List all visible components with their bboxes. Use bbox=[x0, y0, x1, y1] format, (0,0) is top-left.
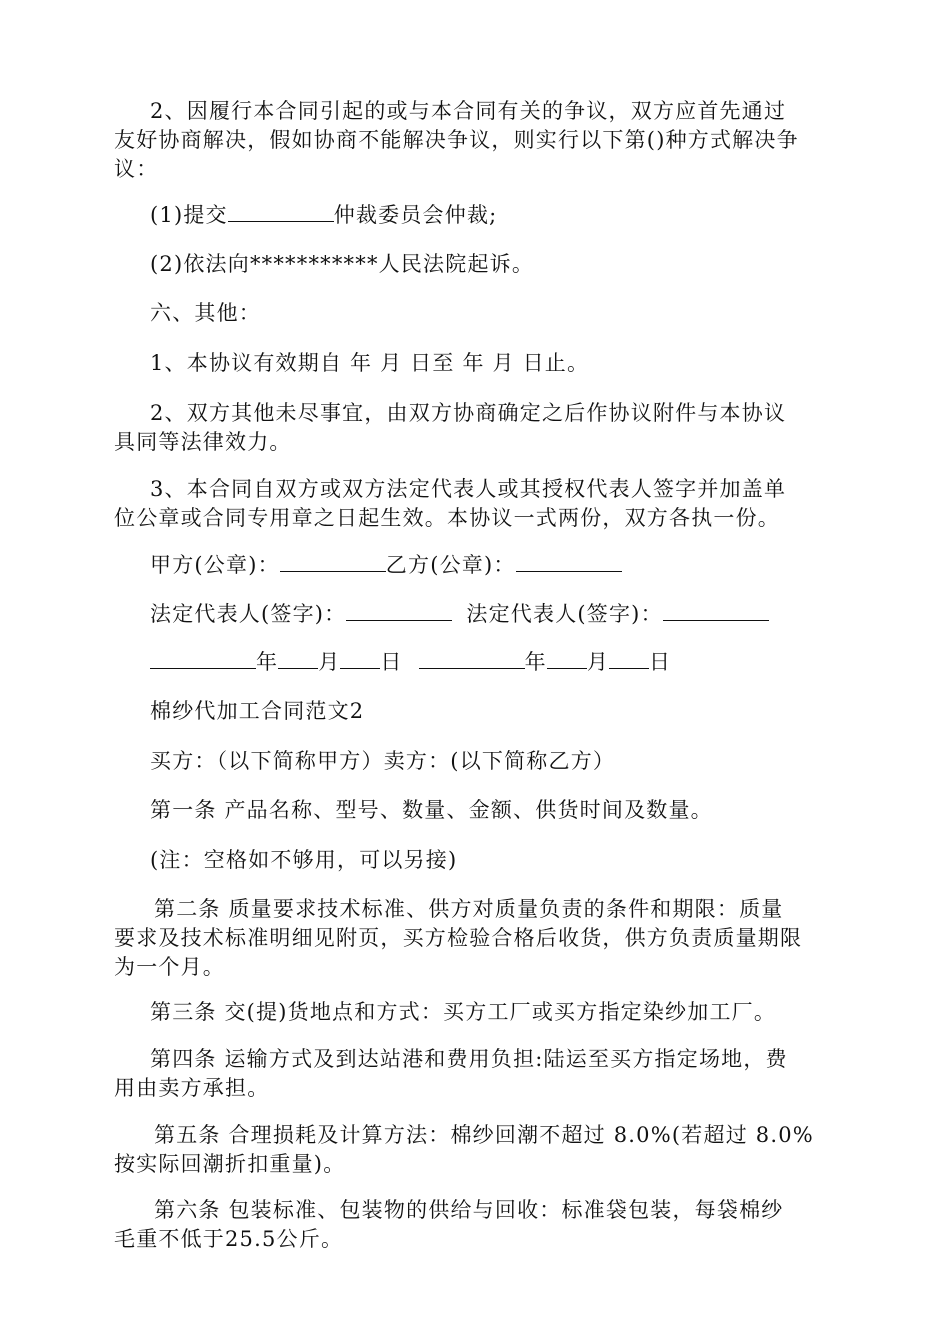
article-6-line-1: 第六条 包装标准、包装物的供给与回收：标准袋包装，每袋棉纱 bbox=[154, 1198, 784, 1222]
party-b-rep-label: 法定代表人(签字)： bbox=[466, 602, 663, 626]
legal-rep-sign-line bbox=[150, 600, 854, 629]
other-matters-line-2: 具同等法律效力。 bbox=[114, 430, 292, 454]
party-seal-line bbox=[150, 551, 854, 580]
date-line bbox=[150, 648, 854, 677]
article-5-line-1: 第五条 合理损耗及计算方法：棉纱回潮不超过 8.0%(若超过 8.0% bbox=[154, 1123, 814, 1147]
party-b-year-blank bbox=[419, 648, 525, 669]
year-label-a: 年 bbox=[256, 650, 279, 674]
party-a-rep-label: 法定代表人(签字)： bbox=[150, 602, 347, 626]
article-4-line-1: 第四条 运输方式及到达站港和费用负担:陆运至买方指定场地，费 bbox=[150, 1047, 788, 1071]
option-1-arbitration bbox=[150, 201, 854, 230]
article-5-line-2: 按实际回潮折扣重量)。 bbox=[114, 1152, 346, 1176]
option-2-court: (2)依法向***********人民法院起诉。 bbox=[150, 252, 535, 276]
buyer-seller-line: 买方：（以下简称甲方）卖方：(以下简称乙方） bbox=[150, 749, 616, 773]
year-label-b: 年 bbox=[524, 650, 547, 674]
article-2-line-2: 要求及技术标准明细见附页，买方检验合格后收货，供方负责质量期限 bbox=[114, 926, 803, 950]
arbitration-committee-blank bbox=[228, 201, 334, 222]
article-4-line-2: 用由卖方承担。 bbox=[114, 1076, 270, 1100]
article-6-line-2: 毛重不低于25.5公斤。 bbox=[114, 1227, 344, 1251]
option-1-prefix: (1)提交 bbox=[150, 203, 228, 227]
party-a-day-blank bbox=[340, 648, 380, 669]
party-b-seal-label: 乙方(公章)： bbox=[385, 553, 516, 577]
other-matters-line-1: 2、双方其他未尽事宜，由双方协商确定之后作协议附件与本协议 bbox=[150, 401, 787, 425]
party-b-rep-blank bbox=[663, 600, 769, 621]
party-b-month-blank bbox=[547, 648, 587, 669]
article-3-line: 第三条 交(提)货地点和方式：买方工厂或买方指定染纱加工厂。 bbox=[150, 1000, 777, 1024]
article-2-line-3: 为一个月。 bbox=[114, 955, 225, 979]
section-6-heading: 六、其他： bbox=[150, 301, 261, 325]
party-a-seal-label: 甲方(公章)： bbox=[150, 553, 280, 577]
month-label-a: 月 bbox=[318, 650, 341, 674]
clause-2-dispute-line-2: 友好协商解决，假如协商不能解决争议，则实行以下第()种方式解决争 bbox=[114, 128, 799, 152]
month-label-b: 月 bbox=[586, 650, 610, 674]
clause-2-dispute-line-3: 议： bbox=[114, 157, 159, 181]
validity-period-line: 1、本协议有效期自 年 月 日至 年 月 日止。 bbox=[150, 351, 590, 375]
article-1-line: 第一条 产品名称、型号、数量、金额、供货时间及数量。 bbox=[150, 798, 713, 822]
party-a-seal-blank bbox=[280, 551, 386, 572]
article-2-line-1: 第二条 质量要求技术标准、供方对质量负责的条件和期限：质量 bbox=[154, 897, 784, 921]
party-a-month-blank bbox=[278, 648, 318, 669]
day-label-a: 日 bbox=[380, 650, 403, 674]
effective-clause-line-1: 3、本合同自双方或双方法定代表人或其授权代表人签字并加盖单 bbox=[150, 477, 787, 501]
party-b-seal-blank bbox=[516, 551, 622, 572]
party-b-day-blank bbox=[609, 648, 649, 669]
note-line: (注：空格如不够用，可以另接) bbox=[150, 848, 458, 872]
effective-clause-line-2: 位公章或合同专用章之日起生效。本协议一式两份，双方各执一份。 bbox=[114, 506, 780, 530]
party-a-rep-blank bbox=[346, 600, 452, 621]
day-label-b: 日 bbox=[649, 650, 672, 674]
contract-2-title: 棉纱代加工合同范文2 bbox=[150, 699, 365, 723]
clause-2-dispute-line-1: 2、因履行本合同引起的或与本合同有关的争议，双方应首先通过 bbox=[150, 99, 787, 123]
option-1-suffix: 仲裁委员会仲裁; bbox=[333, 203, 498, 227]
party-a-year-blank bbox=[150, 648, 256, 669]
